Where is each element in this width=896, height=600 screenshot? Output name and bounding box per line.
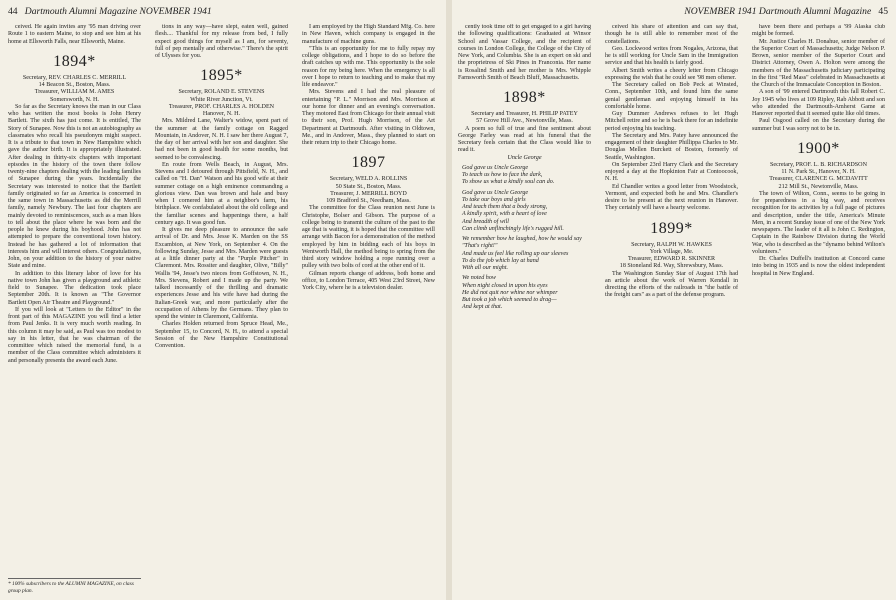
left-running-head bbox=[8, 6, 212, 17]
class-officer-line: 109 Bradford St., Needham, Mass. bbox=[326, 198, 411, 204]
class-year-heading: 1898* bbox=[503, 89, 546, 106]
poem-stanza: God gave us Uncle George To teach us how to face the dark, To show us what a kindly soul can do. bbox=[462, 164, 555, 186]
class-officer-line: 14 Beacon St., Boston, Mass. bbox=[38, 82, 111, 88]
body-paragraph: Charles Holden returned from Spruce Head, Me., September 15, to Concord, N. H., to attend a special Session of the New Hampshire Constitutional Convention. bbox=[155, 321, 288, 349]
right-page bbox=[452, 0, 896, 600]
poem-stanza: We remember how he laughed, how he would say "That's right!" And made us feel like rolling up our sleeves To do the job which lay at hand With all our might. bbox=[462, 236, 582, 271]
class-officer-line: Secretary, RALPH W. HAWKES bbox=[631, 241, 712, 248]
right-column-1 bbox=[458, 24, 591, 594]
body-paragraph: En route from Wells Beach, in August, Mrs. Stevens and I detoured through Pittsfield, N. H., and called on "H. Dan" Watson and his good wife at their summer cottage on a high eminence commanding a glorious view. Dan was brown and hale and busy when I cornered him at a neighbor's farm, his birthplace. We confabulated about the old college and the familiar scenes and happenings there, a half century ago. It was good fun. bbox=[155, 161, 288, 226]
left-page bbox=[0, 0, 446, 600]
class-officer-line: Secretary, WELD A. ROLLINS bbox=[329, 176, 408, 183]
body-paragraph: have been there and perhaps a '99 Alaska club might be formed. bbox=[752, 24, 885, 38]
body-paragraph: Dr. Charles Duffell's institution at Concord came into being in 1935 and is now the oldest independent hospital in New England. bbox=[752, 256, 885, 277]
body-paragraph: Guy Dummer Andrews refuses to let Hugh Mitchell retire and so he is back there for an indefinite period enjoying his teaching. bbox=[605, 111, 738, 132]
right-running-head bbox=[684, 6, 888, 17]
body-paragraph: Gilman reports change of address, both home and office, to London Terrace, 405 West 23rd Street, New York City, where he is a television dealer. bbox=[302, 270, 435, 291]
body-paragraph: The town of Wilton, Conn., seems to be going in for preparedness in a big way, and receives recognition for its activities by a full page of pictures and description, under the title, America's Minute Men, in a recent Sunday issue of one of the New York newspapers. The leader of it all is John C. Redington, Captain in the Rainbow Division during the World War, who is described as the "dynamo behind Wilton's volunteers." bbox=[752, 190, 885, 255]
class-officer-line: Treasurer, WILLIAM M. AMES bbox=[34, 89, 115, 96]
class-officer-line: York Village, Me. bbox=[649, 248, 694, 255]
body-paragraph: The Secretary and Mrs. Patey have announced the engagement of their daughter Phillippa Charles to Mr. Douglas Mellen Burckett of Boston, formerly of Seattle, Washington. bbox=[605, 132, 738, 161]
body-paragraph: It gives me deep pleasure to announce the safe arrival of Dr. and Mrs. Jesse K. Marden on the SS Excambion, at New York, on September 4. On the following Sunday, Jesse and Mrs. Marden were guests at a little dinner party at the "Purple Pitcher" in Claremont. Mrs. Rossiter and daughter, Olive, "Billy" Wallis '94, Jesse's two nieces from Goffstown, N. H., Mrs. Stevens, Robert and I made up the party. We talked incessantly of the thrilling and dramatic experiences Jesse and his wife have had during the Italian-Greek war, and more particularly after the occupation of Athens by the Germans. They plan to spend the winter in Claremont, California. bbox=[155, 227, 288, 320]
body-paragraph: ceived. He again invites any '95 man driving over Route 1 to eastern Maine, to stop and see him at his home at Ellsworth Falls, near Ellsworth, Maine. bbox=[8, 24, 141, 45]
class-officer-line: Secretary and Treasurer, H. PHILIP PATEY bbox=[471, 111, 578, 117]
right-head-title: NOVEMBER 1941 Dartmouth Alumni Magazine bbox=[684, 6, 872, 17]
body-paragraph: Albert Smith writes a cheery letter from Chicago expressing the wish that he could see '98 men oftener. bbox=[605, 67, 738, 81]
class-officer-line: Treasurer, J. MERRILL BOYD bbox=[330, 190, 407, 197]
left-page-number: 44 bbox=[8, 6, 18, 17]
poem-stanza: We noted how When night closed in upon his eyes He did not quit nor whine nor whimper But took a job which seemed to drag— And kept at that. bbox=[462, 275, 558, 311]
body-paragraph: Mrs. Mildred Lane, Walter's widow, spent part of the summer at the family cottage on Ragged Mountain, in Andover, N. H. I saw her there August 7, the day of her arrival with her son and daughter. She had not been in good health for some months, but seemed to be convalescing. bbox=[155, 118, 288, 161]
class-officer-line: White River Junction, Vt. bbox=[190, 96, 253, 103]
poem-title: Uncle George bbox=[507, 154, 542, 161]
class-officer-line: 11 N. Park St., Hanover, N. H. bbox=[781, 169, 856, 175]
body-paragraph: Paul Osgood called on the Secretary during the summer but I was sorry not to be in. bbox=[752, 118, 885, 132]
body-paragraph: Mrs. Stevens and I had the real pleasure of entertaining "P. L." Morrison and Mrs. Morrison at our home for dinner and an evening's conversation. They motored East from Chicago for their annual visit to their son, Prof. Hugh Morrison, of the Art Department at Dartmouth. After visiting in Oldtown, Me., and in Andover, Mass., they planned to start on their return trip to their Chicago home. bbox=[302, 89, 435, 146]
left-column-2 bbox=[155, 24, 288, 594]
class-officer-line: Secretary, REV. CHARLES C. MERRILL bbox=[22, 74, 127, 81]
class-year-heading: 1897 bbox=[351, 154, 386, 172]
class-officer-line: 18 Stoneland Rd. Way, Shrewsbury, Mass. bbox=[619, 263, 724, 270]
body-paragraph: On September 23rd Harry Clark and the Secretary enjoyed a day at the Hopkinton Fair at Contoocook, N. H. bbox=[605, 161, 738, 183]
class-officer-line: 50 State St., Boston, Mass. bbox=[335, 183, 402, 190]
class-year-heading: 1900* bbox=[797, 139, 840, 157]
class-year-heading: 1895* bbox=[200, 67, 243, 85]
body-paragraph: Geo. Lockwood writes from Nogales, Arizona, that he is still working for Uncle Sam in the Immigration service and that his health is fairly good. bbox=[605, 45, 738, 67]
class-year-heading: 1899* bbox=[650, 219, 693, 237]
class-officer-line: Secretary, ROLAND E. STEVENS bbox=[178, 89, 265, 96]
class-officer-line: Secretary, PROF. L. B. RICHARDSON bbox=[770, 161, 867, 168]
body-paragraph: Ed Chandler writes a good letter from Woodstock, Vermont, and expected both he and Mrs. Chandler's desire to be present at the next reunion in Hanover. They certainly will have a hearty welcome. bbox=[605, 183, 738, 212]
body-paragraph: A son of '99 entered Dartmouth this fall Robert C. Joy 1945 who lives at 109 Ripley, Rab Abbott and son who attended the Dartmouth-Amherst Game at Hanover reported that it seemed quite like old times. bbox=[752, 89, 885, 117]
class-officer-line: Treasurer, EDWARD R. SKINNER bbox=[627, 256, 716, 262]
poem-stanza: God gave us Uncle George To take our boys and girls And teach them that a body strong, A kindly spirit, with a heart of love And breadth of will Can climb unflinchingly life's rugged hill. bbox=[462, 189, 564, 232]
body-paragraph: ceived his share of attention and can say that, though he is still able to remember most of the constellations. bbox=[605, 24, 738, 45]
class-officer-line: 57 Grove Hill Ave., Newtonville, Mass. bbox=[476, 118, 573, 125]
body-paragraph: The Washington Sunday Star of August 17th had an article about the work of Warren Kendall in directing the efforts of the railroads in "the battle of the freight cars" as a part of the defense program. bbox=[605, 270, 738, 299]
class-officer-line: Somersworth, N. H. bbox=[50, 96, 99, 103]
body-paragraph: "This is an opportunity for me to fully repay my college obligations, and I hope to do so before the draft catches up with me. This opportunity is the sole reason for my being here. When the emergency is all over I hope to return to teaching and to make that my life endeavor." bbox=[302, 45, 435, 88]
body-paragraph: cently took time off to get engaged to a girl having the following qualifications: Graduated at Winsor School and Vassar College, and the recipient of courses in London College, the College of the City of New York, and Columbia. She is an expert on ski and the proprietress of Ski Pines in Franconia. Her name is Rosalind Smith and her mother is Mrs. Whipple Farnsworth Smith of Beach Bluff, Massachusetts. bbox=[458, 24, 591, 81]
body-paragraph: In addition to this literary labor of love for his native town John has given a playground and athletic field to Sunapee. The dedication took place September 20th. It is known as "The Governor Bartlett Open Air Theatre and Playground." bbox=[8, 270, 141, 306]
left-head-title: Dartmouth Alumni Magazine NOVEMBER 1941 bbox=[24, 6, 212, 17]
right-column-2 bbox=[605, 24, 738, 594]
class-officer-line: Treasurer, CLARENCE G. MCDAVITT bbox=[769, 176, 868, 183]
body-paragraph: I am employed by the High Standard Mfg. Co. here in New Haven, which company is engaged in the manufacture of machine guns. bbox=[302, 24, 435, 45]
body-paragraph: The committee for the Class reunion next June is Christophe, Bolser and Gibson. The purpose of a college being to transmit the culture of the past to the age that is waiting, it is hoped that the committee will arrange with Bacon for a demonstration of the method employed by him in bidding each of his boys in Wentworth Hall, the method being to spring from the third story window holding a rope running over a pulley with two bolts of cord at the other end of it. bbox=[302, 205, 435, 270]
class-officer-line: Treasurer, PROF. CHARLES A. HOLDEN bbox=[168, 103, 275, 110]
left-column-1 bbox=[8, 24, 141, 594]
body-paragraph: tions in any way—have slept, eaten well, gained flesh.... Thankful for my release from bed, I fully expect good things for myself as I am, for seventy, full of pep mentally and otherwise." There's the spirit of Ulysses for you. bbox=[155, 24, 288, 59]
class-year-heading: 1894* bbox=[53, 52, 96, 70]
right-column-3 bbox=[752, 24, 885, 594]
class-officer-line: 212 Mill St., Newtonville, Mass. bbox=[778, 183, 859, 190]
body-paragraph: If you will look at "Letters to the Editor" in the front part of this MAGAZINE you will find a letter from Paul Jenks. It is very much worth reading. In this column it may be said, as Paul was too modest to say in his letter, that he was chairman of the committee which raised the memorial fund, is a member of the Class committee which administers it and personally presents the award each June. bbox=[8, 306, 141, 364]
body-paragraph: Mr. Justice Charles H. Donahue, senior member of the Superior Court of Massachusetts; Judge Nelson P. Brown, senior member of the Superior Court and District Attorney, Owen A. Holton were among the members of the Massachusetts judiciary participating in the first "Red Mass" celebrated in Massachusetts at the Church of the Immaculate Conception in Boston. bbox=[752, 38, 885, 88]
class-officer-line: Hanover, N. H. bbox=[202, 111, 241, 117]
body-paragraph: So far as the Secretary knows the man in our Class who has written the most books is John Henry Bartlett. The sixth has just come. It is entitled, The Story of Sunapee. Now this is not an autobiography as classmates who recall his pseudonym might suspect. It is a tribute to that town in New Hampshire which gave the author birth. It is appropriately illustrated. After dealing in thirty-six chapters with important episodes in the history of the town there follow twenty-nine chapters dealing with the leading families of Sunapee during the years. Incidentally the Secretary was interested to notice that the Bartlett family originated so far as America is concerned in the same town in Massachusetts as did the Merrill family, namely Newbury. The last four chapters are mainly devoted to reminiscences, such as a man likes to tell about the place where he was born and the people he knew during his boyhood. John has not attempted to prepare the conventional town history. Instead he has gathered a lot of information that interests him and will interest others. Congratulations, John, on your addition to the history of your native State and mine. bbox=[8, 103, 141, 270]
body-paragraph: A poem so full of true and fine sentiment about George Farley was read at his funeral that the Secretary feels certain that the Class would like to read it. bbox=[458, 125, 591, 154]
right-page-number: 45 bbox=[878, 6, 888, 17]
subscriber-footnote: * 100% subscribers to the ALUMNI MAGAZINE, on class group plan. bbox=[8, 578, 141, 594]
left-column-3 bbox=[302, 24, 435, 594]
body-paragraph: The Secretary called on Bob Peck at Winsted, Conn., September 10th, and found him the same genial gentleman and enjoying himself in his comfortable home. bbox=[605, 82, 738, 110]
